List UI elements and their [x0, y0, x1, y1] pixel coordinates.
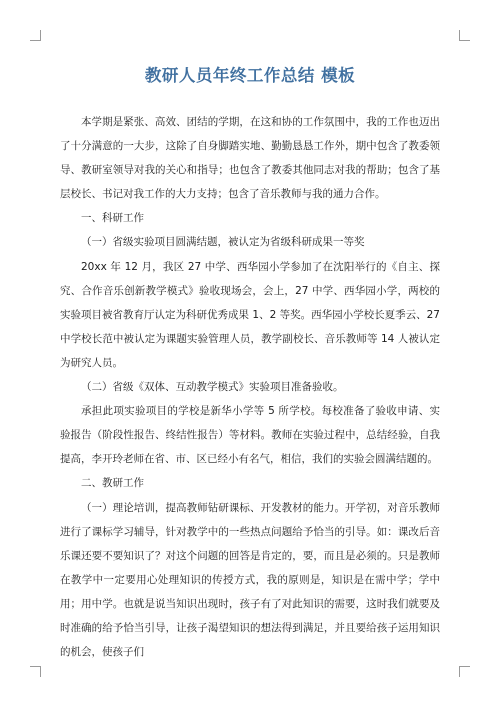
paragraph-theory-training: （一）理论培训，提高教师钻研课标、开发教材的能力。开学初，对音乐教师进行了课标学习辅导，针对教学中的一些热点问题给予恰当的引导。如：课改后音乐课还要不要知识了？对这个问题的回答是肯定的，要，而且是必须的。只是教师在教学中一定要用心处理知识的传授方式，我的原则是，知识是在需中学；学中用；用中学。也就是说当知识出现时，孩子有了对此知识的需要，这时我们就要及时准确的给予恰当引导，让孩子渴望知识的想法得到满足，并且要给孩子运用知识的机会，使孩子们	[60, 501, 440, 659]
paragraph-interactive-model: 承担此项实验项目的学校是新华小学等 5 所学校。每校准备了验收申请、实验报告（阶段性报告、终结性报告）等材料。教师在实验过程中，总结经验，自我提高，李开玲老师在省、市、区已经小有名气，相信，我们的实验会圆满结题的。	[60, 405, 440, 466]
section-heading-research: 一、科研工作	[81, 212, 144, 225]
crop-mark-bottom-right	[459, 666, 470, 677]
paragraph-intro: 本学期是紧张、高效、团结的学期，在这和协的工作氛围中，我的工作也迈出了十分满意的一大步，这除了自身脚踏实地、勤勤恳恳工作外，期中包含了教委领导、教研室领导对我的关心和指导；也包含了教委其他同志对我的帮助；包含了基层校长、书记对我工作的大力支持；包含了音乐教师与我的通力合作。	[60, 116, 440, 201]
subsection-heading-interactive-model: （二）省级《双体、互动教学模式》实验项目准备验收。	[81, 381, 344, 394]
document-title: 教研人员年终工作总结 模板	[144, 66, 356, 85]
document-body	[60, 110, 440, 664]
crop-mark-top-right	[459, 30, 470, 41]
section-heading-teaching-research: 二、教研工作	[81, 477, 144, 490]
subsection-heading-provincial-project: （一）省级实验项目圆满结题，被认定为省级科研成果一等奖	[81, 236, 365, 249]
crop-mark-bottom-left	[30, 666, 41, 677]
crop-mark-top-left	[30, 30, 41, 41]
paragraph-provincial-project: 20xx 年 12 月，我区 27 中学、西华园小学参加了在沈阳举行的《自主、探究、合作音乐创新教学模式》验收现场会，会上，27 中学、西华园小学，两校的实验项目被省教育厅认定为科研优秀成果 1、2 等奖。西华园小学校长夏季云、27 中学校长范中被认定为课题实验管理人员，教学副校长、音乐教师等 14 人被认定为研究人员。	[60, 260, 440, 369]
